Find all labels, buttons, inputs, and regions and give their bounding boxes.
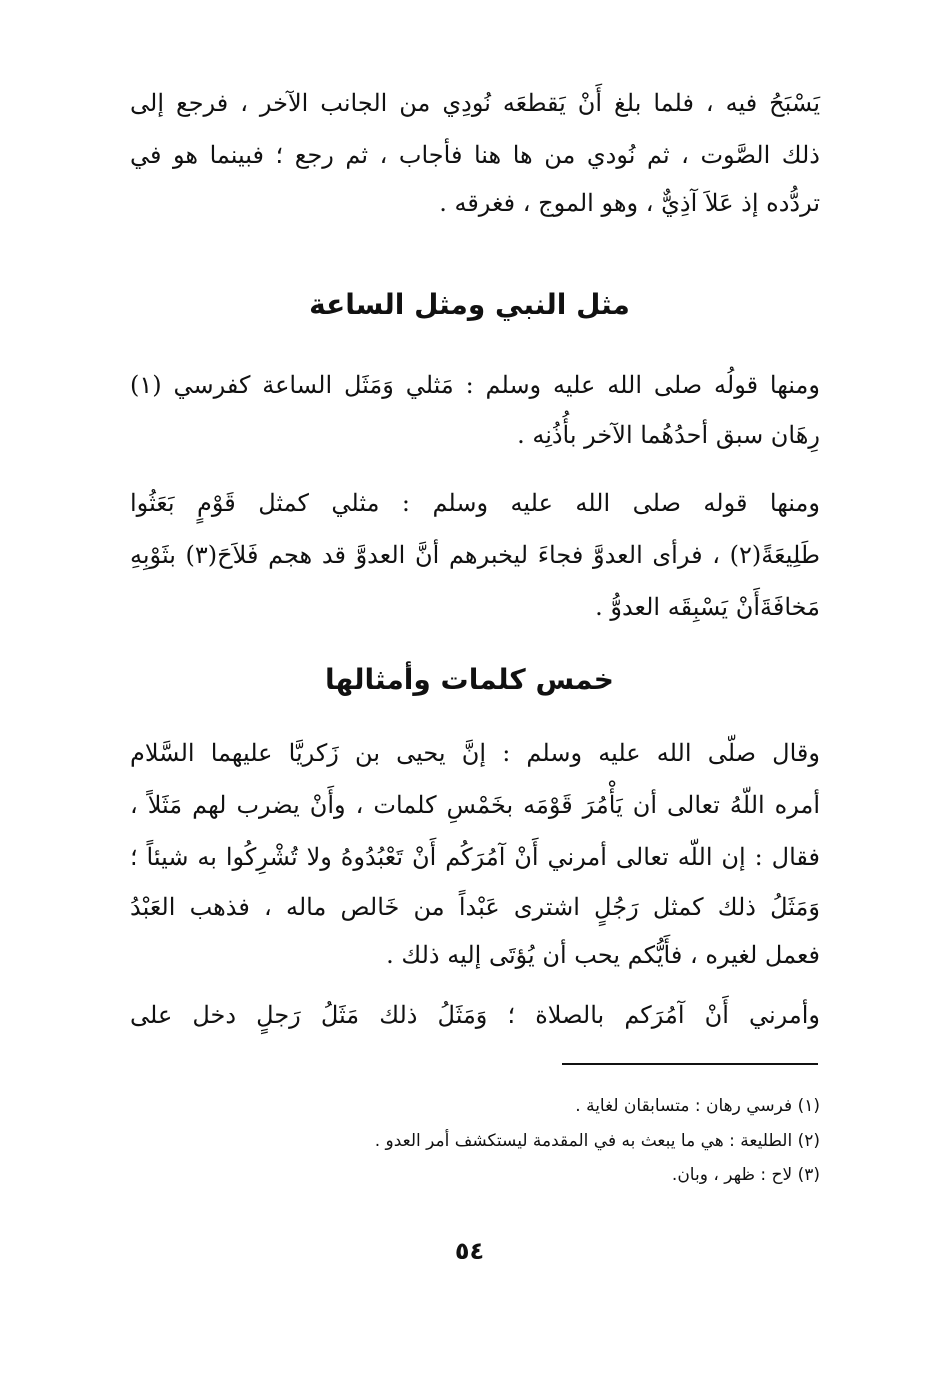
footnote: (٣) لاح : ظهر ، وبان. bbox=[671, 1165, 820, 1185]
paragraph-line: ذلك الصَّوت ، ثم نُودي من ها هنا فأجاب ، ثم رجع ؛ فبينما هو في bbox=[130, 141, 820, 169]
paragraph-line: تردُّده إذ عَلاَ آذِيٌّ ، وهو الموج ، فغرقه . bbox=[439, 189, 820, 217]
footnote: (٢) الطليعة : هي ما يبعث به في المقدمة ليستكشف أمر العدو . bbox=[374, 1131, 820, 1151]
section-heading: مثل النبي ومثل الساعة bbox=[309, 288, 630, 321]
section-heading: خمس كلمات وأمثالها bbox=[325, 663, 614, 696]
page-number: ٥٤ bbox=[454, 1237, 485, 1265]
paragraph-line: ومنها قوله صلى الله عليه وسلم : مثلي كمثل قَوْمٍ بَعَثُوا bbox=[130, 489, 820, 517]
paragraph-line: أمره اللّهُ تعالى أن يَأْمُرَ قَوْمَه بخَمْسِ كلمات ، وأَنْ يضرب لهم مَثَلاً ، bbox=[130, 791, 820, 819]
paragraph-line: ومنها قولُه صلى الله عليه وسلم : مَثلي وَمَثَل الساعة كفرسي (١) bbox=[130, 371, 820, 399]
paragraph-line: رِهَان سبق أحدُهُما الآخر بأُذُنِه . bbox=[517, 421, 820, 449]
paragraph-line: مَخافَةَأَنْ يَسْبِقَه العدوُّ . bbox=[595, 593, 820, 621]
paragraph-line: يَسْبَحُ فيه ، فلما بلغ أَنْ يَقطعَه نُودِي من الجانب الآخر ، فرجع إلى bbox=[130, 89, 820, 117]
paragraph-line: وأمرني أَنْ آمُرَكم بالصلاة ؛ وَمَثَلُ ذلك مَثَلُ رَجلٍ دخل على bbox=[130, 1001, 820, 1029]
paragraph-line: طَلِيعَةً(٢) ، فرأى العدوَّ فجاءَ ليخبرهم أنَّ العدوَّ قد هجم فَلاَحَ(٣) بثَوْبِهِ bbox=[130, 541, 820, 569]
paragraph-line: وقال صلّى الله عليه وسلم : إنَّ يحيى بن زَكريَّا عليهما السَّلام bbox=[130, 739, 820, 767]
paragraph-line: فعمل لغيره ، فأَيُّكم يحب أن يُؤتَى إليه ذلك . bbox=[386, 941, 820, 969]
paragraph-line: فقال : إن اللّه تعالى أمرني أَنْ آمُرَكُم أَنْ تَعْبُدُوهُ ولا تُشْرِكُوا به شيئاً ؛ bbox=[130, 843, 820, 871]
paragraph-line: وَمَثَلُ ذلك كمثل رَجُلٍ اشترى عَبْداً من خَالص ماله ، فذهب العَبْدُ bbox=[130, 893, 820, 921]
footnote-separator bbox=[562, 1063, 818, 1065]
footnote: (١) فرسي رهان : متسابقان لغاية . bbox=[575, 1096, 820, 1116]
